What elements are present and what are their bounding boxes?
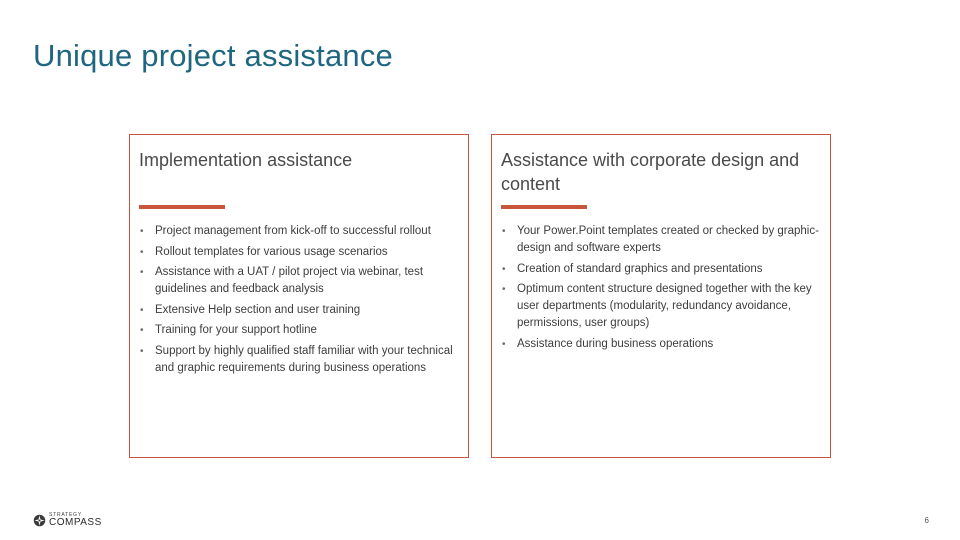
bullet-icon: •: [140, 325, 144, 336]
list-item: • Support by highly qualified staff familiar with your technical and graphic requirements during business operations: [140, 344, 453, 374]
bullet-icon: •: [140, 267, 144, 278]
bullet-icon: •: [502, 263, 506, 275]
bullet-icon: •: [502, 226, 506, 237]
accent-rule: [501, 205, 587, 209]
card-heading: Assistance with corporate design and content: [501, 150, 800, 194]
corporate-design-card: [491, 134, 831, 458]
bullet-list: [501, 223, 823, 356]
bullet-list: [139, 223, 461, 380]
bullet-icon: •: [502, 338, 506, 350]
bullet-icon: •: [140, 226, 144, 237]
bullet-icon: •: [140, 246, 144, 258]
list-item: • Optimum content structure designed together with the key user departments (modularity, redundancy avoidance, permissions, user groups): [502, 283, 812, 329]
accent-rule: [139, 205, 225, 209]
list-item: • Project management from kick-off to successful rollout: [139, 223, 461, 240]
bullet-icon: •: [502, 284, 506, 295]
list-item: • Assistance with a UAT / pilot project via webinar, test guidelines and feedback analysis: [140, 266, 424, 295]
implementation-card: [129, 134, 469, 458]
logo-wordmark: [49, 513, 102, 528]
list-item: • Training for your support hotline: [139, 322, 461, 339]
slide-title: Unique project assistance: [33, 38, 393, 73]
list-item: • Your Power.Point templates created or checked by graphic-design and software experts: [502, 225, 819, 254]
list-item: • Assistance during business operations: [501, 336, 823, 353]
card-heading: Implementation assistance: [139, 150, 353, 170]
list-item: • Extensive Help section and user training: [139, 302, 461, 319]
bullet-icon: •: [140, 304, 144, 316]
company-logo: [33, 513, 102, 528]
list-item: • Rollout templates for various usage scenarios: [139, 244, 461, 261]
page-number: 6: [924, 516, 929, 525]
logo-bottom-text: COMPASS: [49, 517, 102, 528]
list-item: • Creation of standard graphics and presentations: [501, 261, 823, 278]
compass-logo-icon: [33, 514, 46, 527]
bullet-icon: •: [140, 345, 144, 357]
logo-top-text: STRATEGY: [49, 512, 82, 518]
